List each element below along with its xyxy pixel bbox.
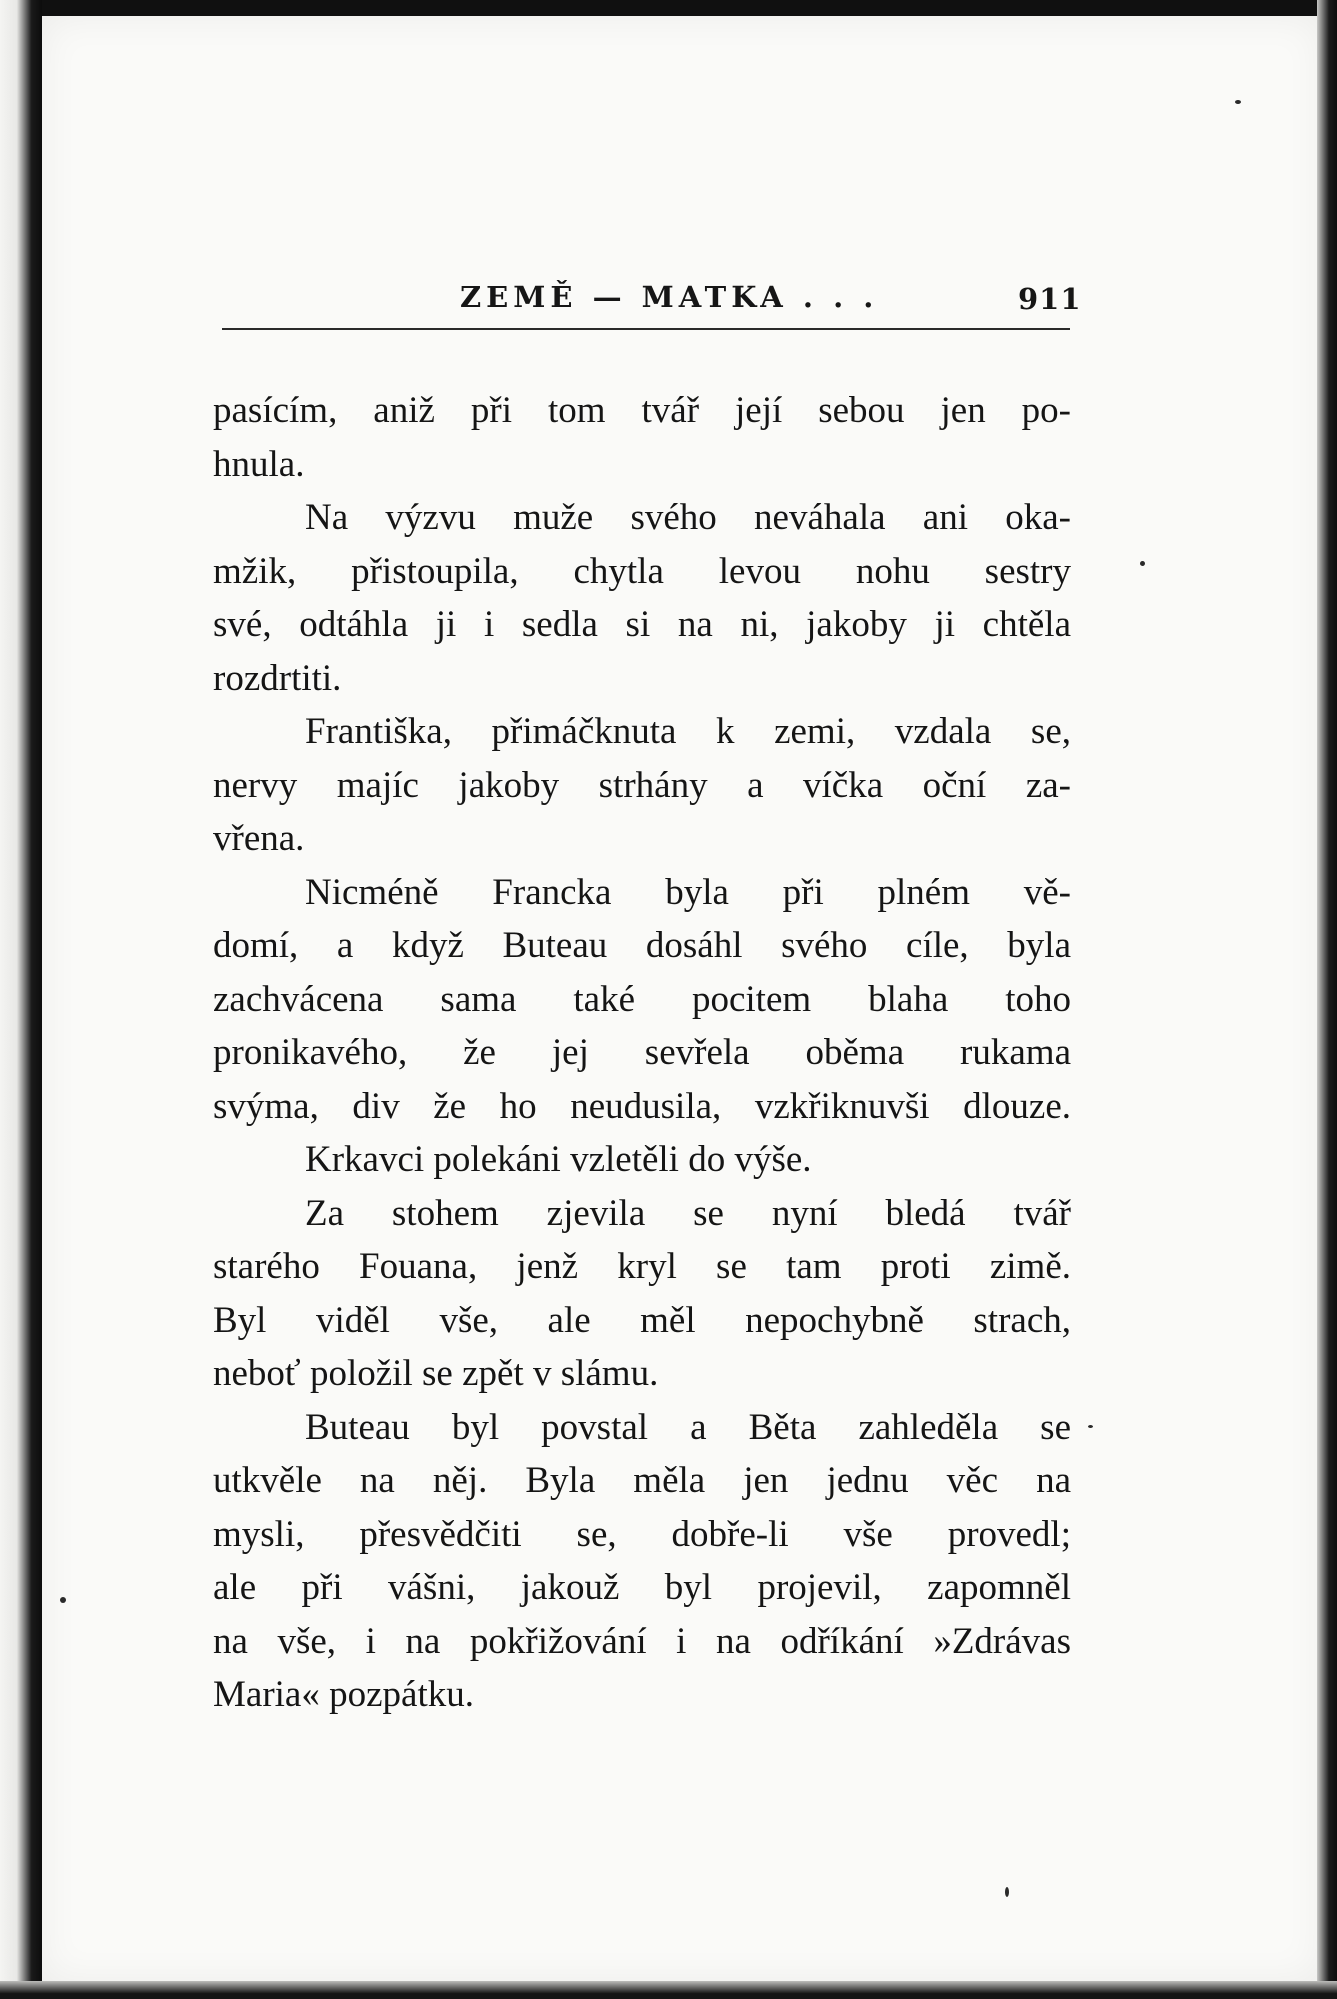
text-line: hnula. xyxy=(213,443,305,485)
text-line: Za stohem zjevila se nyní bledá tvář xyxy=(305,1192,1071,1234)
text-line: nervy majíc jakoby strhány a víčka oční za- xyxy=(213,764,1071,806)
text-line: vřena. xyxy=(213,818,305,859)
text-line: Na výzvu muže svého neváhala ani oka- xyxy=(305,497,1071,538)
text-line: pronikavého, že jej sevřela oběma rukama xyxy=(213,1032,1071,1073)
text-line: pasícím, aniž při tom tvář její sebou jen po- xyxy=(213,390,1071,431)
paper-speck xyxy=(1088,1425,1093,1428)
page-header xyxy=(0,272,1337,332)
text-line: na vše, i na pokřižování i na odříkání »Zdrávas xyxy=(213,1620,1071,1662)
text-line: zachvácena sama také pocitem blaha toho xyxy=(213,978,1071,1020)
text-line: mysli, přesvědčiti se, dobře-li vše provedl; xyxy=(213,1513,1071,1555)
paper-speck xyxy=(60,1597,66,1603)
text-line: rozdrtiti. xyxy=(213,657,342,699)
paper-speck xyxy=(1005,1887,1009,1897)
body-text xyxy=(213,384,1071,1722)
page-bottom-edge xyxy=(0,1981,1337,1999)
page-number: 911 xyxy=(1018,282,1082,316)
text-line: své, odtáhla ji i sedla si na ni, jakoby ji chtěla xyxy=(213,604,1071,645)
text-line: starého Fouana, jenž kryl se tam proti zimě. xyxy=(213,1246,1071,1287)
text-line: Buteau byl povstal a Běta zahleděla se xyxy=(305,1406,1071,1448)
running-title: ZEMĚ — MATKA . . . xyxy=(460,280,879,314)
text-line: Františka, přimáčknuta k zemi, vzdala se, xyxy=(305,711,1071,752)
text-line: Maria« pozpátku. xyxy=(213,1674,474,1715)
text-line: mžik, přistoupila, chytla levou nohu sestry xyxy=(213,550,1071,592)
text-line: neboť položil se zpět v slámu. xyxy=(213,1353,659,1394)
text-line: svýma, div že ho neudusila, vzkřiknuvši dlouze. xyxy=(213,1085,1071,1127)
text-line: Nicméně Francka byla při plném vě- xyxy=(305,871,1071,913)
text-line: Krkavci polekáni vzletěli do výše. xyxy=(305,1139,812,1180)
text-line: domí, a když Buteau dosáhl svého cíle, byla xyxy=(213,925,1071,966)
paper-speck xyxy=(1140,561,1145,566)
text-line: utkvěle na něj. Byla měla jen jednu věc na xyxy=(213,1460,1071,1501)
header-rule xyxy=(222,328,1070,330)
paper-speck xyxy=(1235,100,1241,104)
text-line: Byl viděl vše, ale měl nepochybně strach, xyxy=(213,1299,1071,1341)
text-line: ale při vášni, jakouž byl projevil, zapomněl xyxy=(213,1567,1071,1608)
